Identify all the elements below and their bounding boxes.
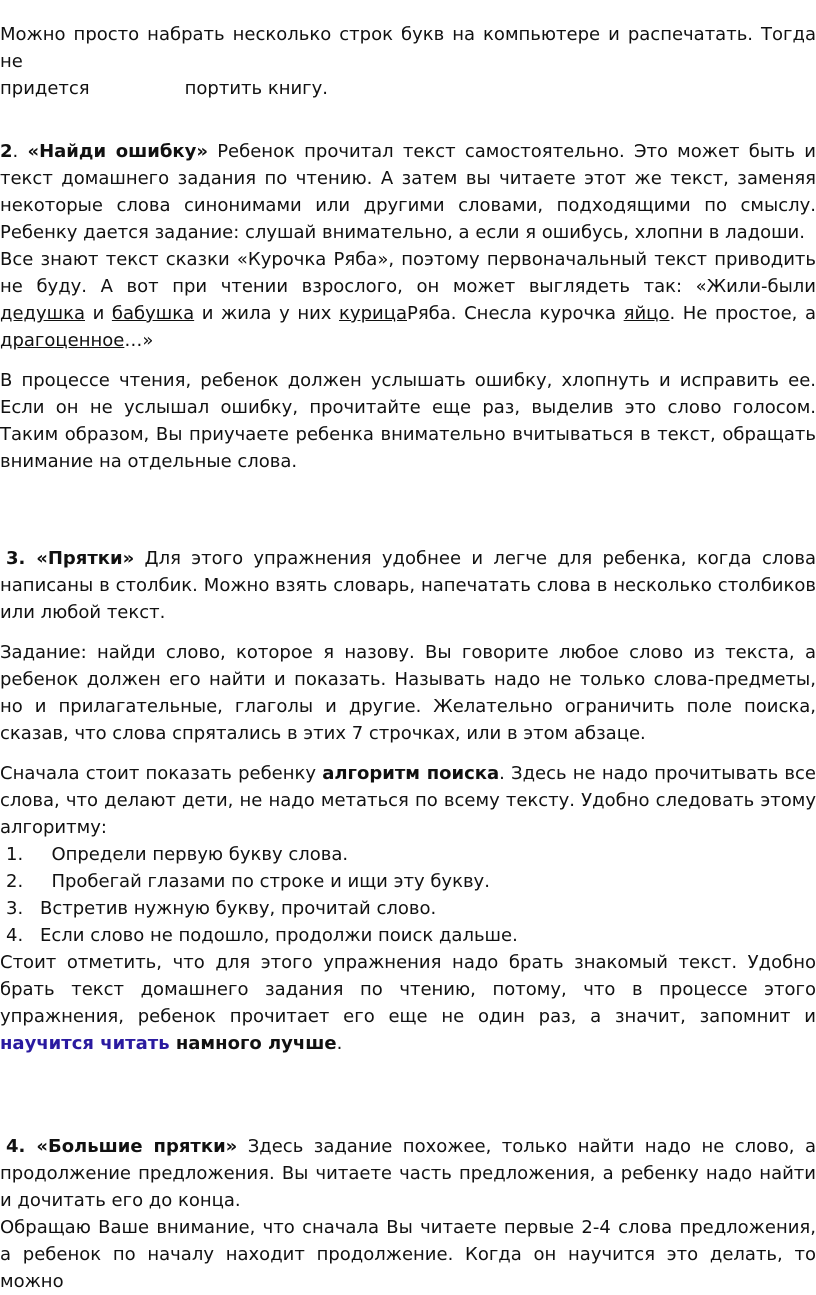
intro-line-1: Можно просто набрать несколько строк букв на компьютере и распечатать. Тогда не bbox=[0, 24, 816, 72]
text-run: и bbox=[85, 303, 112, 324]
text-run: . Не простое, а bbox=[669, 303, 816, 324]
section-3-text: Для этого упражнения удобнее и легче для ребенка, когда слова написаны в столбик. Можно взять словарь, напечатать слова в несколько столбиков или любой текст. bbox=[0, 548, 816, 623]
section-3-paragraph-3 bbox=[0, 760, 816, 841]
section-2-paragraph-1 bbox=[0, 138, 816, 246]
section-3-paragraph-2: Задание: найди слово, которое я назову. Вы говорите любое слово из текста, а ребенок должен его найти и показать. Называть надо не только слова-предметы, но и прилагательные, глаголы и другие. Желательно ограничить поле поиска, сказав, что слова спрятались в этих 7 строчках, или в этом абзаце. bbox=[0, 642, 816, 744]
list-text: Пробегай глазами по строке и ищи эту букву. bbox=[40, 871, 490, 892]
text-run: . Здесь не надо прочитывать все слова, что делают дети, не надо метаться по всему тексту. Удобно следовать этому алгоритму: bbox=[0, 763, 816, 838]
list-number: 3. bbox=[6, 898, 24, 919]
list-text: Если слово не подошло, продолжи поиск дальше. bbox=[40, 925, 518, 946]
section-2-number: 2 bbox=[0, 141, 13, 162]
intro-word-a: придется bbox=[0, 78, 90, 99]
list-text: Встретив нужную букву, прочитай слово. bbox=[40, 898, 437, 919]
section-2-paragraph-3: В процессе чтения, ребенок должен услышать ошибку, хлопнуть и исправить ее. Если он не услышал ошибку, прочитайте еще раз, выделив это слово голосом. Таким образом, Вы приучаете ребенка внимательно вчитываться в текст, обращать внимание на отдельные слова. bbox=[0, 370, 816, 472]
text-run: . bbox=[336, 1033, 343, 1054]
intro-word-b: портить книгу. bbox=[184, 78, 329, 99]
section-3 bbox=[0, 545, 816, 1057]
list-text: Определи первую букву слова. bbox=[40, 844, 349, 865]
text-run: Все знают текст сказки «Курочка Ряба», поэтому первоначальный текст приводить не буду. А вот при чтении взрослого, он может выглядеть так: «Жили-были bbox=[0, 249, 816, 297]
list-item bbox=[0, 841, 816, 868]
section-2-text: Ребенок прочитал текст самостоятельно. Это может быть и текст домашнего задания по чтению. А затем вы читаете этот же текст, заменяя некоторые слова синонимами или другими словами, подходящими по смыслу. Ребенку дается задание: слушай внимательно, а если я ошибусь, хлопни в ладоши. bbox=[0, 141, 816, 243]
section-2-title: «Найди ошибку» bbox=[27, 141, 209, 162]
section-3-paragraph-1 bbox=[0, 545, 816, 626]
section-3-paragraph-4 bbox=[0, 949, 816, 1057]
underlined-word-3: курица bbox=[339, 303, 407, 324]
list-number: 1. bbox=[6, 844, 24, 865]
text-run: …» bbox=[124, 330, 154, 351]
section-3-title: 3. «Прятки» bbox=[6, 548, 135, 569]
section-2-dot: . bbox=[12, 141, 19, 162]
section-4-text: Здесь задание похожее, только найти надо не слово, а продолжение предложения. Вы читаете часть предложения, а ребенку надо найти и дочитать его до конца. bbox=[0, 1136, 816, 1211]
algorithm-list bbox=[0, 841, 816, 949]
underlined-word-5: драгоценное bbox=[0, 330, 125, 351]
text-run: Сначала стоит показать ребенку bbox=[0, 763, 323, 784]
list-item bbox=[0, 922, 816, 949]
text-run: и жила у них bbox=[194, 303, 340, 324]
list-number: 2. bbox=[6, 871, 24, 892]
section-4-paragraph-1 bbox=[0, 1133, 816, 1214]
list-item bbox=[0, 868, 816, 895]
bold-phrase: алгоритм поиска bbox=[322, 763, 500, 784]
underlined-word-2: бабушка bbox=[111, 303, 195, 324]
intro-paragraph bbox=[0, 21, 816, 102]
section-2 bbox=[0, 138, 816, 475]
intro-line-2 bbox=[0, 75, 816, 102]
underlined-word-1: дедушка bbox=[0, 303, 85, 324]
list-number: 4. bbox=[6, 925, 24, 946]
section-4-paragraph-2: Обращаю Ваше внимание, что сначала Вы читаете первые 2-4 слова предложения, а ребенок по началу находит продолжение. Когда он научится это делать, то можно bbox=[0, 1217, 816, 1292]
section-4 bbox=[0, 1133, 816, 1295]
learn-to-read-link[interactable]: научится читать bbox=[0, 1033, 170, 1054]
section-4-title: 4. «Большие прятки» bbox=[6, 1136, 238, 1157]
underlined-word-4: яйцо bbox=[623, 303, 670, 324]
text-run: Ряба. Снесла курочка bbox=[406, 303, 624, 324]
section-2-paragraph-2 bbox=[0, 246, 816, 354]
text-run: Стоит отметить, что для этого упражнения надо брать знакомый текст. Удобно брать текст домашнего задания по чтению, потому, что в процессе этого упражнения, ребенок прочитает его еще не один раз, а значит, запомнит и bbox=[0, 952, 816, 1027]
list-item bbox=[0, 895, 816, 922]
bold-phrase: намного лучше bbox=[169, 1033, 337, 1054]
